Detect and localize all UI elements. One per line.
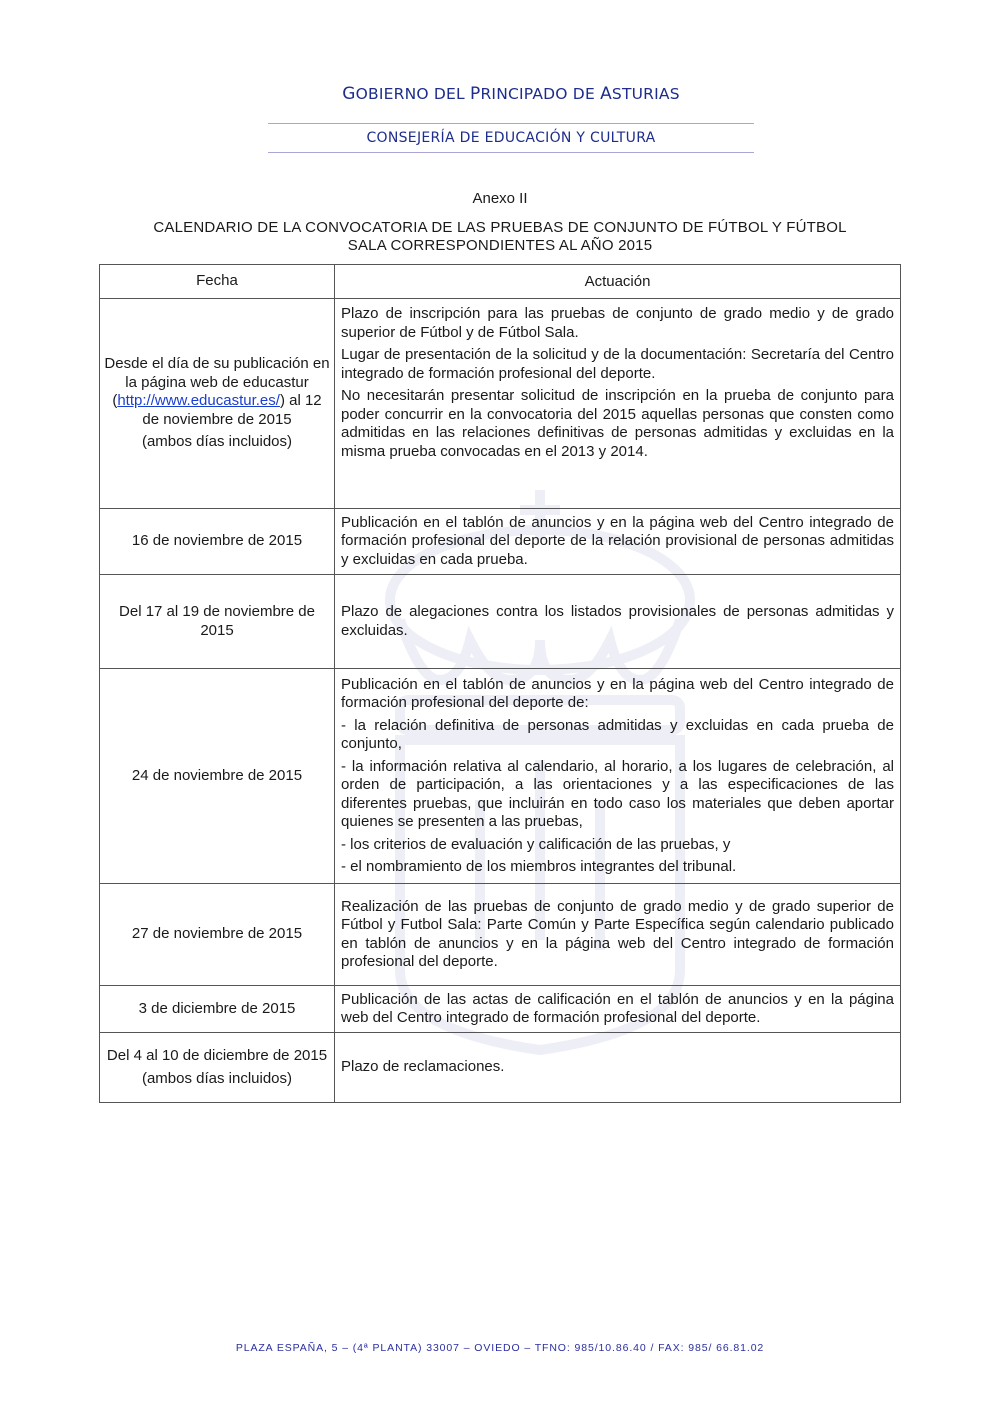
date-cell [100,1033,335,1103]
government-name [268,82,754,106]
table-row [100,575,901,669]
annex-title: CALENDARIO DE LA CONVOCATORIA DE LAS PRUEBAS DE CONJUNTO DE FÚTBOL Y FÚTBOL SALA CORRESPONDIENTES AL AÑO 2015 [153,219,847,254]
action-text: Lugar de presentación de la solicitud y de la documentación: Secretaría del Centro integrado de formación profesional del deporte. [341,346,894,382]
action-text: Publicación en el tablón de anuncios y en la página web del Centro integrado de formación profesional del deporte de: [341,675,894,711]
date-note: (ambos días incluidos) [141,1069,293,1087]
action-cell [335,575,901,669]
date-cell: 16 de noviembre de 2015 [100,509,335,575]
action-list-item: - la información relativa al calendario, al horario, a los lugares de celebración, al orden de participación, a las orientaciones y a las especificaciones de las diferentes pruebas, que incluirán en todo caso los materiales que deben aportar quienes se presenten a las pruebas, [341,757,894,830]
action-text: Realización de las pruebas de conjunto de grado medio y de grado superior de Fútbol y Futbol Sala: Parte Común y Parte Específica según calendario publicado en tablón de anuncios y en la página web del Centro integrado de formación profesional del deporte. [341,897,894,970]
department-name: CONSEJERÍA DE EDUCACIÓN Y CULTURA [366,130,656,146]
table-row [100,509,901,575]
gov-text: RINCIPADO DE [480,85,601,103]
date-cell: 27 de noviembre de 2015 [100,884,335,986]
gov-text: OBIERNO DEL [355,85,470,103]
table-row [100,299,901,509]
table-row [100,669,901,884]
date-cell: Del 17 al 19 de noviembre de 2015 [100,575,335,669]
action-list-item: - el nombramiento de los miembros integrantes del tribunal. [341,858,737,875]
letterhead [268,82,754,153]
table-row [100,884,901,986]
action-text: Plazo de reclamaciones. [341,1058,505,1076]
action-cell [335,986,901,1033]
column-header-actuacion: Actuación [335,265,901,299]
action-cell [335,669,901,884]
date-text [104,355,330,429]
table-header-row [100,265,901,299]
action-text: Plazo de alegaciones contra los listados provisionales de personas admitidas y excluidas. [341,603,894,639]
gov-initial: A [600,84,612,104]
gov-initial: G [342,84,356,104]
date-line: Desde el día de su publicación en la página web de educastur [104,355,330,391]
action-cell [335,299,901,509]
action-list-item: - la relación definitiva de personas admitidas y excluidas en cada prueba de conjunto, [341,716,894,752]
action-cell [335,509,901,575]
date-cell [100,299,335,509]
action-text: Publicación en el tablón de anuncios y en la página web del Centro integrado de formación profesional del deporte de la relación provisional de personas admitidas y excluidas en cada prueba. [341,513,894,568]
calendar-table [99,264,901,1103]
action-text: Plazo de inscripción para las pruebas de conjunto de grado medio y de grado superior de Fútbol y de Fútbol Sala. [341,305,894,341]
action-text: Publicación de las actas de calificación en el tablón de anuncios y en la página web del Centro integrado de formación profesional del deporte. [341,990,894,1026]
date-cell: 24 de noviembre de 2015 [100,669,335,884]
table-row [100,1033,901,1103]
date-line: ) al 12 de noviembre de 2015 [142,392,322,428]
action-cell [335,884,901,986]
table-row [100,986,901,1033]
gov-initial: P [470,84,481,104]
action-list-item: - los criterios de evaluación y calificación de las pruebas, y [341,835,731,853]
date-text: Del 4 al 10 de diciembre de 2015 [106,1047,328,1064]
date-line: ( [112,392,118,410]
action-text: No necesitarán presentar solicitud de inscripción en la prueba de conjunto para poder concurrir en la convocatoria del 2015 aquellas personas que consten como admitidas en las relaciones definitivas de personas admitidas y excluidas en la misma prueba convocadas en el 2013 y 2014. [341,387,894,460]
footer-address: PLAZA ESPAÑA, 5 – (4ª PLANTA) 33007 – OVIEDO – TFNO: 985/10.86.40 / FAX: 985/ 66.81.02 [235,1342,765,1354]
header-divider [268,152,754,153]
action-cell [335,1033,901,1103]
educastur-link[interactable]: http://www.educastur.es/ [117,392,280,410]
date-note: (ambos días incluidos) [141,433,293,451]
annex-label: Anexo II [472,190,528,207]
column-header-fecha: Fecha [100,265,335,299]
date-cell: 3 de diciembre de 2015 [100,986,335,1033]
gov-text: STURIAS [611,85,680,103]
